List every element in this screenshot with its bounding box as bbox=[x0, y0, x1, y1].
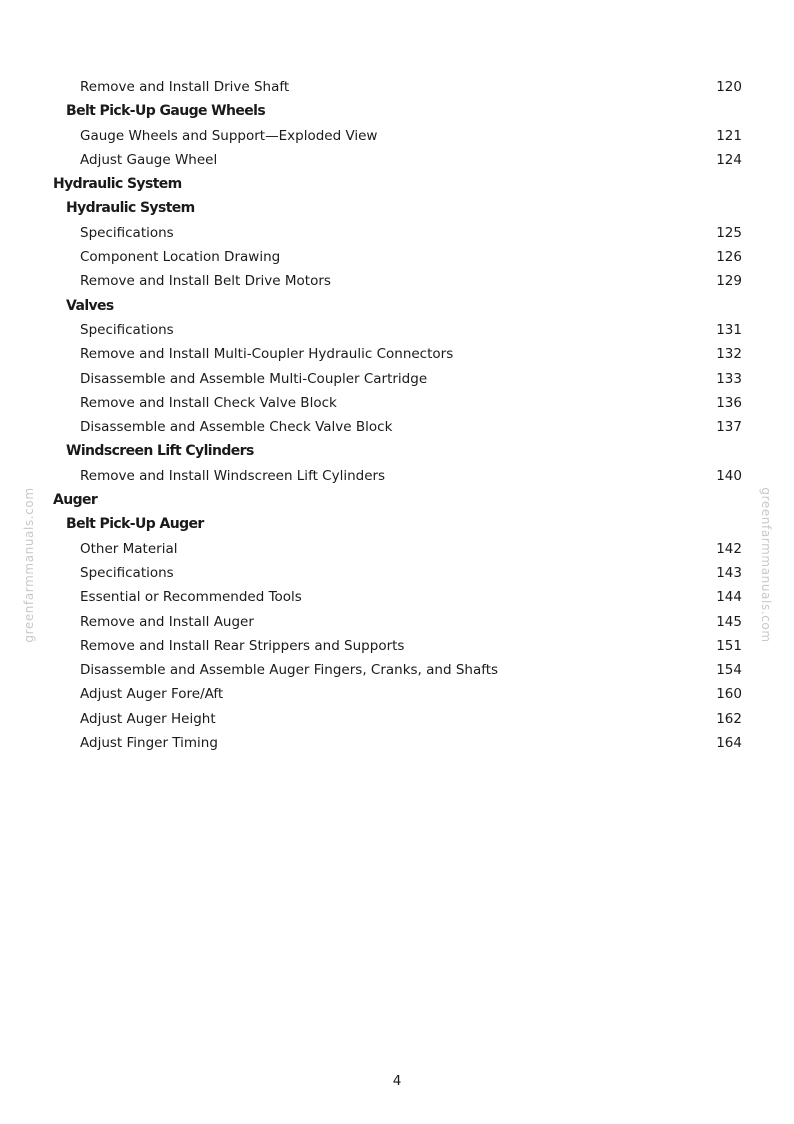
toc-entry[interactable] bbox=[0, 245, 794, 269]
toc-entry[interactable] bbox=[0, 124, 794, 148]
toc-entry-title: Adjust Finger Timing bbox=[80, 735, 218, 752]
toc-entry[interactable] bbox=[0, 391, 794, 415]
watermark-left: greenfarmmanuals.com bbox=[22, 487, 36, 643]
toc-entry-title: Disassemble and Assemble Check Valve Block bbox=[80, 419, 393, 436]
table-of-contents bbox=[0, 75, 794, 755]
toc-entry-page: 164 bbox=[716, 735, 742, 752]
toc-entry-page: 160 bbox=[716, 686, 742, 703]
toc-entry-title: Remove and Install Belt Drive Motors bbox=[80, 273, 331, 290]
toc-entry-title: Component Location Drawing bbox=[80, 249, 281, 266]
toc-entry-page: 124 bbox=[716, 151, 742, 168]
watermark-right: greenfarmmanuals.com bbox=[759, 487, 773, 643]
toc-entry[interactable] bbox=[0, 148, 794, 172]
toc-entry[interactable] bbox=[0, 634, 794, 658]
toc-entry-page: 162 bbox=[716, 710, 742, 727]
toc-entry-page: 144 bbox=[716, 589, 742, 606]
toc-entry-title: Disassemble and Assemble Auger Fingers, Cranks, and Shafts bbox=[80, 662, 499, 679]
toc-entry-title: Remove and Install Check Valve Block bbox=[80, 394, 337, 411]
toc-entry-page: 154 bbox=[716, 662, 742, 679]
toc-entry-title: Remove and Install Rear Strippers and Supports bbox=[80, 637, 405, 654]
toc-subsection-heading[interactable] bbox=[0, 294, 794, 318]
toc-entry-page: 133 bbox=[716, 370, 742, 387]
toc-entry[interactable] bbox=[0, 75, 794, 99]
toc-entry-title: Remove and Install Auger bbox=[80, 613, 254, 630]
toc-entry-title: Hydraulic System bbox=[53, 176, 182, 193]
toc-section-heading[interactable] bbox=[0, 172, 794, 196]
toc-entry-page: 131 bbox=[716, 321, 742, 338]
toc-entry-title: Adjust Auger Fore/Aft bbox=[80, 686, 224, 703]
toc-subsection-heading[interactable] bbox=[0, 512, 794, 536]
toc-entry-title: Specifications bbox=[80, 321, 174, 338]
toc-entry-title: Windscreen Lift Cylinders bbox=[66, 443, 254, 460]
toc-entry-title: Specifications bbox=[80, 564, 174, 581]
toc-entry-page: 125 bbox=[716, 224, 742, 241]
toc-entry[interactable] bbox=[0, 658, 794, 682]
toc-entry-page: 142 bbox=[716, 540, 742, 557]
toc-entry-page: 145 bbox=[716, 613, 742, 630]
page-number: 4 bbox=[392, 1073, 402, 1089]
toc-entry[interactable] bbox=[0, 221, 794, 245]
toc-entry-title: Gauge Wheels and Support—Exploded View bbox=[80, 127, 378, 144]
toc-entry[interactable] bbox=[0, 367, 794, 391]
toc-entry-title: Valves bbox=[66, 297, 114, 314]
toc-entry-title: Belt Pick-Up Auger bbox=[66, 516, 204, 533]
toc-entry-title: Belt Pick-Up Gauge Wheels bbox=[66, 103, 266, 120]
toc-section-heading[interactable] bbox=[0, 488, 794, 512]
toc-entry-title: Adjust Auger Height bbox=[80, 710, 216, 727]
toc-entry[interactable] bbox=[0, 464, 794, 488]
toc-entry-title: Disassemble and Assemble Multi-Coupler Cartridge bbox=[80, 370, 428, 387]
toc-subsection-heading[interactable] bbox=[0, 439, 794, 463]
toc-entry-page: 151 bbox=[716, 637, 742, 654]
toc-entry-title: Essential or Recommended Tools bbox=[80, 589, 302, 606]
toc-entry-page: 140 bbox=[716, 467, 742, 484]
toc-entry-page: 137 bbox=[716, 419, 742, 436]
toc-entry-page: 129 bbox=[716, 273, 742, 290]
toc-entry-title: Remove and Install Multi-Coupler Hydraulic Connectors bbox=[80, 346, 454, 363]
toc-subsection-heading[interactable] bbox=[0, 99, 794, 123]
toc-entry[interactable] bbox=[0, 682, 794, 706]
toc-entry-title: Auger bbox=[53, 492, 98, 509]
toc-entry-page: 120 bbox=[716, 79, 742, 95]
toc-entry-title: Other Material bbox=[80, 540, 178, 557]
toc-entry[interactable] bbox=[0, 342, 794, 366]
toc-entry-title: Remove and Install Windscreen Lift Cylinders bbox=[80, 467, 386, 484]
toc-entry[interactable] bbox=[0, 537, 794, 561]
toc-entry[interactable] bbox=[0, 269, 794, 293]
toc-entry-page: 136 bbox=[716, 394, 742, 411]
toc-entry-page: 121 bbox=[716, 127, 742, 144]
toc-entry-title: Remove and Install Drive Shaft bbox=[80, 79, 290, 95]
toc-entry[interactable] bbox=[0, 561, 794, 585]
toc-entry-title: Hydraulic System bbox=[66, 200, 195, 217]
toc-entry[interactable] bbox=[0, 731, 794, 755]
toc-entry[interactable] bbox=[0, 318, 794, 342]
toc-entry[interactable] bbox=[0, 610, 794, 634]
toc-entry-page: 132 bbox=[716, 346, 742, 363]
toc-entry[interactable] bbox=[0, 707, 794, 731]
toc-entry-title: Adjust Gauge Wheel bbox=[80, 151, 218, 168]
toc-entry-page: 126 bbox=[716, 249, 742, 266]
toc-entry[interactable] bbox=[0, 415, 794, 439]
toc-entry[interactable] bbox=[0, 585, 794, 609]
toc-entry-page: 143 bbox=[716, 564, 742, 581]
toc-entry-title: Specifications bbox=[80, 224, 174, 241]
toc-subsection-heading[interactable] bbox=[0, 196, 794, 220]
